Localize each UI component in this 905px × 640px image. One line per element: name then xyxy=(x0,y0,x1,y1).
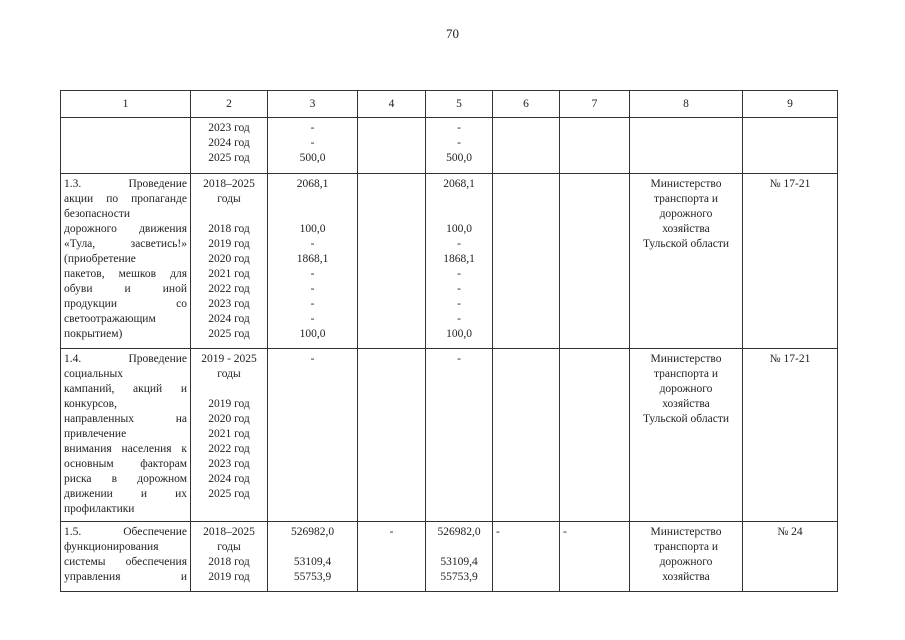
cell-period xyxy=(191,174,268,349)
header-col-2: 2 xyxy=(191,91,268,118)
period-line: 2021 год xyxy=(208,428,250,440)
period-line: 2018–2025 xyxy=(203,178,255,190)
period-line: 2020 год xyxy=(208,253,250,265)
value-line: - xyxy=(457,298,461,310)
period-line: 2023 год xyxy=(208,122,250,134)
cell-period xyxy=(191,522,268,592)
cell-executor xyxy=(630,522,743,592)
executor-line: Министерство xyxy=(650,353,722,365)
activity-line: основным факторам xyxy=(64,458,187,470)
cell-empty xyxy=(358,118,426,174)
value-line: - xyxy=(457,122,461,134)
value-line: - xyxy=(563,526,567,538)
cell-activity xyxy=(61,349,191,522)
activity-line: управления и xyxy=(64,571,187,583)
cell-empty xyxy=(560,349,630,522)
activity-line: (приобретение xyxy=(64,253,136,265)
value-line: 100,0 xyxy=(446,328,472,340)
executor-line: Министерство xyxy=(650,178,722,190)
cell-activity xyxy=(61,522,191,592)
period-line: 2024 год xyxy=(208,137,250,149)
value-line: 526982,0 xyxy=(290,526,335,538)
period-line: 2025 год xyxy=(208,328,250,340)
value-line: - xyxy=(310,122,315,134)
activity-line: покрытием) xyxy=(64,328,123,340)
period-line: годы xyxy=(217,541,241,553)
executor-line: Тульской области xyxy=(642,238,729,250)
period-line: 2019 год xyxy=(208,571,250,583)
header-row xyxy=(61,91,838,118)
value-line: - xyxy=(457,353,461,365)
cell-period xyxy=(191,118,268,174)
value-line: 2068,1 xyxy=(296,178,329,190)
table-row-1-4 xyxy=(61,349,838,522)
period-line: 2022 год xyxy=(208,283,250,295)
indicator-ref: № 24 xyxy=(777,526,803,538)
activity-line: продукции со xyxy=(64,298,187,310)
executor-line: дорожного xyxy=(659,208,713,220)
cell-regional xyxy=(426,522,493,592)
page-number: 70 xyxy=(446,26,459,41)
executor-line: хозяйства xyxy=(662,223,710,235)
value-line: 100,0 xyxy=(299,328,326,340)
value-line: - xyxy=(457,283,461,295)
cell-total xyxy=(268,349,358,522)
value-line: - xyxy=(457,238,461,250)
value-line: 53109,4 xyxy=(293,556,332,568)
header-col-3: 3 xyxy=(268,91,358,118)
period-line: 2023 год xyxy=(208,458,250,470)
period-line: годы xyxy=(217,193,241,205)
cell-empty xyxy=(61,118,191,174)
value-line: - xyxy=(310,238,315,250)
value-line: - xyxy=(457,137,461,149)
period-line: 2025 год xyxy=(208,152,250,164)
activity-line: акции по пропаганде xyxy=(64,193,187,205)
value-line: 1868,1 xyxy=(443,253,475,265)
cell-total xyxy=(268,118,358,174)
value-line: - xyxy=(310,283,315,295)
cell-indicator xyxy=(743,174,838,349)
spacer xyxy=(271,192,354,207)
spacer xyxy=(429,540,489,555)
period-line: 2019 год xyxy=(208,398,250,410)
cell-empty xyxy=(630,118,743,174)
header-col-4: 4 xyxy=(358,91,426,118)
table-row-1-5 xyxy=(61,522,838,592)
cell-empty xyxy=(358,349,426,522)
value-line: 100,0 xyxy=(299,223,326,235)
cell-empty xyxy=(493,174,560,349)
value-line: 55753,9 xyxy=(440,571,478,583)
value-line: - xyxy=(496,526,500,538)
cell-other xyxy=(560,522,630,592)
activity-line: 1.4. Проведение xyxy=(64,353,187,365)
cell-empty xyxy=(493,118,560,174)
table-row-continuation xyxy=(61,118,838,174)
value-line: 500,0 xyxy=(446,152,472,164)
value-line: - xyxy=(389,526,394,538)
value-line: - xyxy=(310,313,315,325)
value-line: 2068,1 xyxy=(443,178,475,190)
executor-line: Тульской области xyxy=(642,413,729,425)
activity-line: пакетов, мешков для xyxy=(64,268,187,280)
value-line: - xyxy=(310,298,315,310)
activity-line: обуви и иной xyxy=(64,283,187,295)
activity-line: конкурсов, xyxy=(64,398,117,410)
executor-line: дорожного xyxy=(659,383,713,395)
header-col-9: 9 xyxy=(743,91,838,118)
cell-local xyxy=(493,522,560,592)
period-line: 2019 год xyxy=(208,238,250,250)
activity-line: безопасности xyxy=(64,208,131,220)
cell-activity xyxy=(61,174,191,349)
activity-line: движении и их xyxy=(64,488,187,500)
period-line: 2022 год xyxy=(208,443,250,455)
value-line: 55753,9 xyxy=(293,571,332,583)
value-line: - xyxy=(310,353,315,365)
period-line: 2018 год xyxy=(208,223,250,235)
cell-empty xyxy=(358,174,426,349)
indicator-ref: № 17-21 xyxy=(769,353,811,365)
header-col-5: 5 xyxy=(426,91,493,118)
activity-line: 1.5. Обеспечение xyxy=(64,526,187,538)
spacer xyxy=(429,192,489,207)
header-col-1: 1 xyxy=(61,91,191,118)
activity-line: направленных на xyxy=(64,413,187,425)
period-line: 2023 год xyxy=(208,298,250,310)
cell-regional xyxy=(426,349,493,522)
cell-total xyxy=(268,522,358,592)
activity-line: дорожного движения xyxy=(64,223,187,235)
executor-line: дорожного xyxy=(659,556,713,568)
cell-empty xyxy=(743,118,838,174)
cell-regional xyxy=(426,118,493,174)
header-col-8: 8 xyxy=(630,91,743,118)
value-line: 526982,0 xyxy=(437,526,481,538)
value-line: - xyxy=(310,137,315,149)
cell-executor xyxy=(630,174,743,349)
activity-line: кампаний, акций и xyxy=(64,383,187,395)
cell-total xyxy=(268,174,358,349)
cell-federal xyxy=(358,522,426,592)
cell-regional xyxy=(426,174,493,349)
value-line: 53109,4 xyxy=(440,556,478,568)
activity-line: «Тула, засветись!» xyxy=(64,238,187,250)
cell-indicator xyxy=(743,349,838,522)
period-line: 2024 год xyxy=(208,473,250,485)
activity-line: риска в дорожном xyxy=(64,473,187,485)
spacer xyxy=(429,207,489,222)
executor-line: транспорта и xyxy=(653,193,719,205)
executor-line: хозяйства xyxy=(662,571,710,583)
header-col-7: 7 xyxy=(560,91,630,118)
executor-line: транспорта и xyxy=(653,541,719,553)
value-line: - xyxy=(310,268,315,280)
activity-line: системы обеспечения xyxy=(64,556,187,568)
spacer xyxy=(194,382,264,397)
cell-empty xyxy=(560,118,630,174)
header-col-6: 6 xyxy=(493,91,560,118)
period-line: годы xyxy=(217,368,241,380)
indicator-ref: № 17-21 xyxy=(769,178,811,190)
activity-line: профилактики xyxy=(64,503,135,515)
executor-line: Министерство xyxy=(650,526,722,538)
cell-period xyxy=(191,349,268,522)
value-line: 500,0 xyxy=(299,152,326,164)
period-line: 2020 год xyxy=(208,413,250,425)
period-line: 2018 год xyxy=(208,556,250,568)
period-line: 2019 - 2025 xyxy=(201,353,257,365)
activity-line: светоотражающим xyxy=(64,313,156,325)
program-table xyxy=(60,90,838,592)
activity-line: привлечение xyxy=(64,428,127,440)
period-line: 2021 год xyxy=(208,268,250,280)
cell-empty xyxy=(493,349,560,522)
spacer xyxy=(271,540,354,555)
cell-empty xyxy=(560,174,630,349)
value-line: 100,0 xyxy=(446,223,472,235)
cell-executor xyxy=(630,349,743,522)
value-line: - xyxy=(457,268,461,280)
executor-line: хозяйства xyxy=(662,398,710,410)
activity-line: функционирования xyxy=(64,541,159,553)
activity-line: внимания населения к xyxy=(64,443,187,455)
period-line: 2025 год xyxy=(208,488,250,500)
table-row-1-3 xyxy=(61,174,838,349)
period-line: 2018–2025 xyxy=(203,526,255,538)
cell-indicator xyxy=(743,522,838,592)
activity-line: 1.3. Проведение xyxy=(64,178,187,190)
period-line: 2024 год xyxy=(208,313,250,325)
value-line: - xyxy=(457,313,461,325)
spacer xyxy=(194,207,264,222)
value-line: 1868,1 xyxy=(296,253,329,265)
activity-line: социальных xyxy=(64,368,123,380)
executor-line: транспорта и xyxy=(653,368,719,380)
spacer xyxy=(271,207,354,222)
